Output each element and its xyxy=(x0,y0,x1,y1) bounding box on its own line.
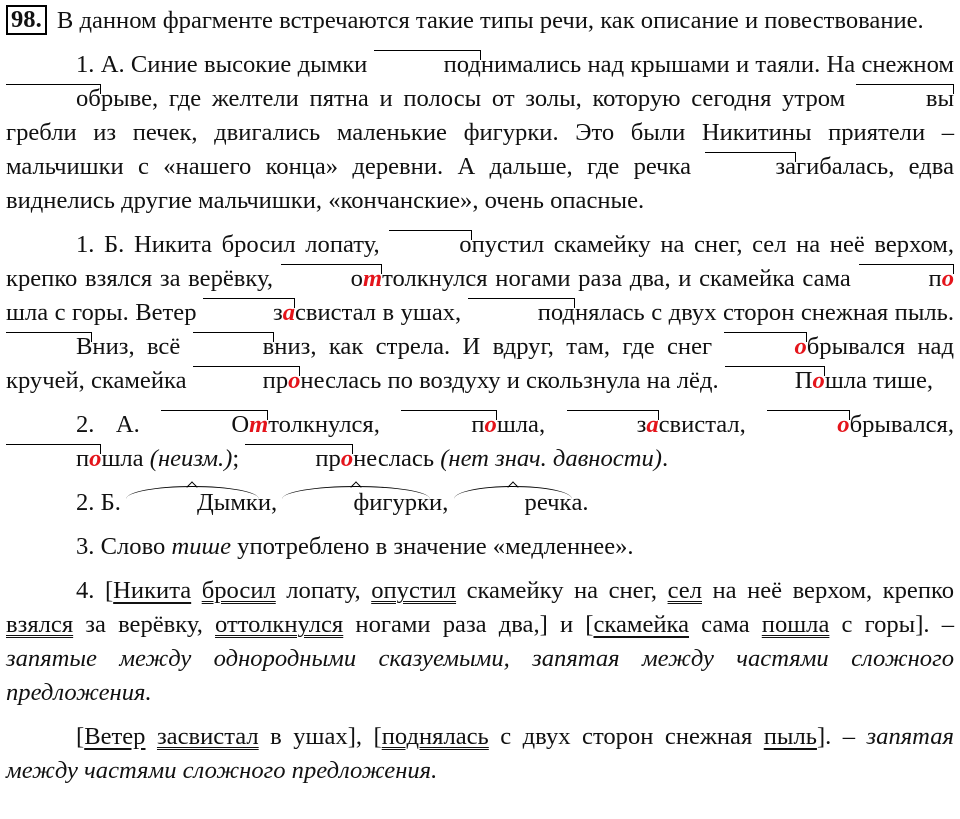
highlight-letter: о xyxy=(794,333,807,360)
text: рыве, где желтели пятна и полосы от золы, которую сегодня утром xyxy=(100,85,856,112)
text: брывался над кручей, скамейка xyxy=(6,333,954,394)
text: свистал, xyxy=(658,411,768,438)
highlight-letter: т xyxy=(249,411,269,438)
prefix-mark: От xyxy=(161,408,268,442)
highlight-letter: о xyxy=(340,445,354,472)
prefix-mark: о xyxy=(389,228,471,262)
text: на неё верхом, крепко xyxy=(701,577,954,604)
predicate: пошла xyxy=(761,611,830,638)
text: пустил скамейку на снег, сел на неё верхом, крепко взялся за верёвку, xyxy=(6,231,954,292)
paragraph-2a xyxy=(6,408,954,476)
task-intro xyxy=(6,4,954,38)
text: с двух сторон снежная xyxy=(488,723,764,750)
paragraph-2b xyxy=(6,486,954,520)
task-number: 98. xyxy=(6,5,47,35)
predicate: взялся xyxy=(6,611,74,638)
prefix-mark: по xyxy=(401,408,496,442)
paragraph-1b xyxy=(6,228,954,398)
text: брывался, xyxy=(849,411,954,438)
root-mark: фигурк xyxy=(283,486,429,520)
note-unchangeable: (неизм.) xyxy=(149,445,233,472)
root-mark: Дымк xyxy=(127,486,258,520)
punctuation-comment: – запятые между однородными сказуемыми, запятая между частями сложного предложения. xyxy=(6,611,954,706)
text: [ xyxy=(76,723,85,750)
prefix-mark: от xyxy=(281,262,382,296)
text: [ xyxy=(104,577,114,604)
text: толкнулся ногами раза два, и скамейка сама xyxy=(382,265,859,292)
subject: Никита xyxy=(113,577,192,604)
text: и, xyxy=(257,489,284,516)
highlight-letter: о xyxy=(941,265,954,292)
text: Никита бросил лопату, xyxy=(133,231,390,258)
text: употреблено в значение «медленнее». xyxy=(231,533,634,560)
item-label: 2. Б. xyxy=(76,489,121,516)
highlight-letter: о xyxy=(288,367,301,394)
text: Синие высокие дымки xyxy=(130,51,374,78)
text: шла xyxy=(101,445,150,472)
subject: пыль xyxy=(763,723,817,750)
text: за верёвку, xyxy=(73,611,216,638)
predicate: оттолкнулся xyxy=(215,611,344,638)
predicate: опустил xyxy=(371,577,457,604)
text: шла, xyxy=(496,411,567,438)
paragraph-5 xyxy=(6,720,954,788)
key-word: тише xyxy=(171,533,232,560)
subject: скамейка xyxy=(593,611,690,638)
paragraph-3 xyxy=(6,530,954,564)
highlight-letter: о xyxy=(89,445,102,472)
predicate: сел xyxy=(667,577,702,604)
text: Слово xyxy=(100,533,172,560)
text: неслась xyxy=(353,445,441,472)
paragraph-4 xyxy=(6,574,954,710)
text: ]. xyxy=(816,723,843,750)
prefix-mark: под xyxy=(374,48,481,82)
highlight-letter: о xyxy=(484,411,497,438)
text: лопату, xyxy=(275,577,372,604)
intro-text: В данном фрагменте встречаются такие типы речи, как описание и повествование. xyxy=(56,7,924,34)
exercise-page xyxy=(0,4,960,788)
text: . xyxy=(661,445,669,472)
text: низ, как стрела. И вдруг, там, где снег xyxy=(274,333,725,360)
text: неслась по воздуху и скользнула на лёд. xyxy=(300,367,725,394)
text: свистал в ушах, xyxy=(294,299,468,326)
prefix-mark: в xyxy=(193,330,275,364)
text: толкнулся, xyxy=(268,411,402,438)
text: гребли из печек, двигались маленькие фигурки. Это были Никитины приятели – мальчишки с «нашего конца» деревни. А дальше, где речка xyxy=(6,119,954,180)
root-mark: речк xyxy=(455,486,572,520)
prefix-mark: под xyxy=(468,296,575,330)
prefix-mark xyxy=(724,330,806,364)
note-no-meaning: (нет знач. давности) xyxy=(440,445,662,472)
text: низ, всё xyxy=(92,333,193,360)
prefix-mark: про xyxy=(245,442,353,476)
text: шла тише, xyxy=(824,367,934,394)
prefix-mark: про xyxy=(193,364,301,398)
prefix-mark: по xyxy=(6,442,101,476)
text: и, xyxy=(429,489,455,516)
text: ногами раза два,] и [ xyxy=(343,611,594,638)
prefix-mark: В xyxy=(6,330,92,364)
text: ; xyxy=(232,445,246,472)
text: в ушах], [ xyxy=(258,723,382,750)
text: нимались над крышами и таяли. На снежном xyxy=(480,51,954,78)
highlight-letter: а xyxy=(646,411,659,438)
prefix-mark: об xyxy=(6,82,101,116)
prefix-mark: По xyxy=(725,364,825,398)
text: с горы]. xyxy=(829,611,942,638)
text: а. xyxy=(571,489,589,516)
paragraph-1a xyxy=(6,48,954,218)
text: гибалась, едва виднелись другие мальчишки, «кончанские», очень опасные. xyxy=(6,153,954,214)
subject: Ветер xyxy=(84,723,146,750)
highlight-letter: о xyxy=(837,411,850,438)
highlight-letter: а xyxy=(282,299,295,326)
highlight-letter: о xyxy=(812,367,825,394)
highlight-letter: т xyxy=(362,265,383,292)
prefix-mark: за xyxy=(567,408,659,442)
prefix-mark: по xyxy=(859,262,954,296)
predicate: бросил xyxy=(201,577,276,604)
item-label: 3. xyxy=(76,533,95,560)
predicate: засвистал xyxy=(156,723,259,750)
prefix-mark: за xyxy=(705,150,796,184)
predicate: поднялась xyxy=(381,723,489,750)
item-label: 2. А. xyxy=(76,411,140,438)
text: шла с горы. Ветер xyxy=(6,299,203,326)
item-label: 1. А. xyxy=(76,51,125,78)
prefix-mark: вы xyxy=(856,82,954,116)
text: скамейку на снег, xyxy=(456,577,668,604)
item-label: 1. Б. xyxy=(76,231,125,258)
prefix-mark xyxy=(767,408,849,442)
prefix-mark: за xyxy=(203,296,295,330)
text: сама xyxy=(689,611,762,638)
punctuation-comment: – запятая между частями сложного предложения. xyxy=(6,723,954,784)
item-label: 4. xyxy=(76,577,95,604)
text: нялась с двух сторон снежная пыль. xyxy=(574,299,955,326)
